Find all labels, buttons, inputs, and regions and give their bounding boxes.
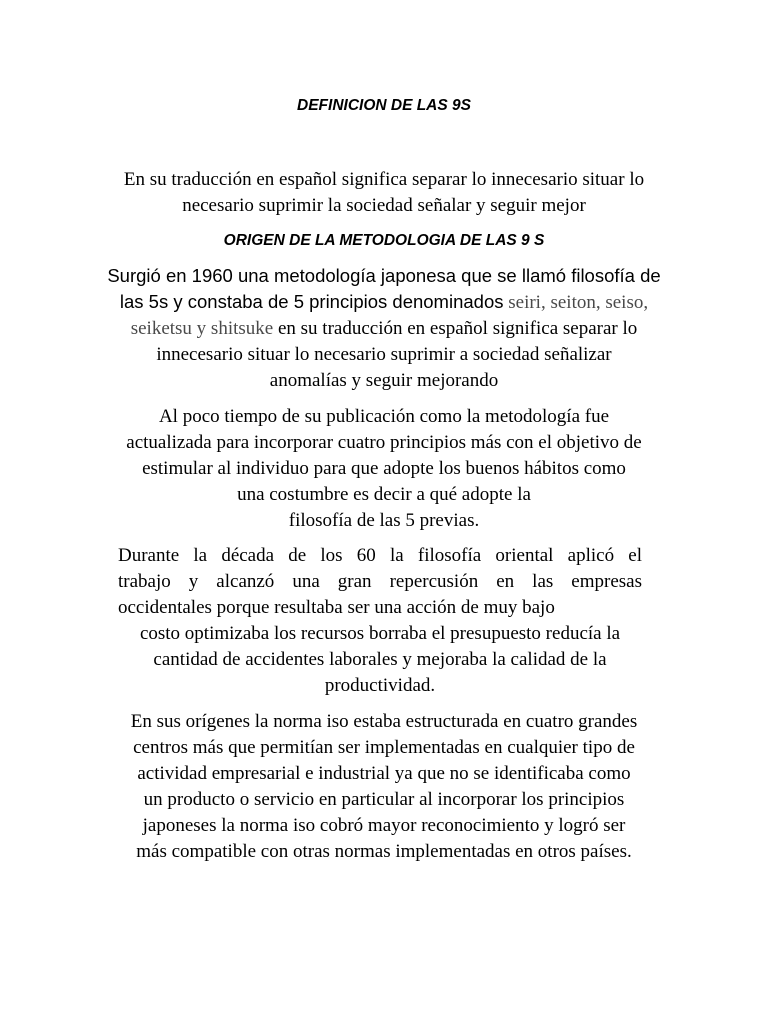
paragraph-line [60, 316, 708, 342]
paragraph-line: un producto o servicio en particular al incorporar los principios [143, 789, 625, 810]
paragraph-origen [60, 263, 708, 394]
paragraph-line: En su traducción en español significa separar lo innecesario situar lo [123, 169, 645, 190]
paragraph-line: Durante la década de los 60 la filosofía oriental aplicó el [118, 545, 642, 566]
paragraph-line: anomalías y seguir mejorando [269, 370, 499, 391]
paragraph-line: occidentales porque resultaba ser una acción de muy bajo [118, 597, 555, 618]
paragraph-line: costo optimizaba los recursos borraba el presupuesto reducía la [139, 623, 621, 644]
paragraph-actualizacion [60, 404, 708, 534]
paragraph-line: trabajo y alcanzó una gran repercusión en las empresas [118, 571, 642, 592]
title-origen: ORIGEN DE LA METODOLOGIA DE LAS 9 S [223, 232, 545, 249]
paragraph-line [60, 289, 708, 316]
paragraph-line: más compatible con otras normas implementadas en otros países. [136, 841, 632, 862]
paragraph-line: una costumbre es decir a qué adopte la [237, 484, 531, 505]
title-definicion: DEFINICION DE LAS 9S [297, 97, 471, 114]
paragraph-line: Al poco tiempo de su publicación como la metodología fue [158, 406, 610, 427]
paragraph-norma-iso [60, 709, 708, 865]
paragraph-line: necesario suprimir la sociedad señalar y seguir mejor [182, 195, 586, 216]
paragraph-line: actividad empresarial e industrial ya que no se identificaba como [137, 763, 631, 784]
paragraph-line: estimular al individuo para que adopte los buenos hábitos como [142, 458, 626, 479]
paragraph-line: actualizada para incorporar cuatro principios más con el objetivo de [126, 432, 642, 453]
paragraph-line: centros más que permitían ser implementadas en cualquier tipo de [133, 737, 635, 758]
paragraph-decada-60 [118, 543, 642, 699]
paragraph-definicion [60, 167, 708, 219]
paragraph-text: las 5s y constaba de 5 principios denominados [119, 291, 504, 312]
principles-terms: seiketsu y shitsuke [130, 318, 274, 339]
paragraph-line: innecesario situar lo necesario suprimir a sociedad señalizar [156, 344, 612, 365]
paragraph-line: filosofía de las 5 previas. [288, 510, 480, 531]
paragraph-line: Surgió en 1960 una metodología japonesa que se llamó filosofía de [107, 265, 661, 286]
paragraph-line: cantidad de accidentes laborales y mejoraba la calidad de la [153, 649, 607, 670]
paragraph-line: En sus orígenes la norma iso estaba estructurada en cuatro grandes [130, 711, 638, 732]
paragraph-text: en su traducción en español significa separar lo [277, 318, 638, 339]
paragraph-line: japoneses la norma iso cobró mayor reconocimiento y logró ser [142, 815, 626, 836]
paragraph-line: productividad. [324, 675, 436, 696]
principles-terms: seiri, seiton, seiso, [508, 292, 649, 313]
